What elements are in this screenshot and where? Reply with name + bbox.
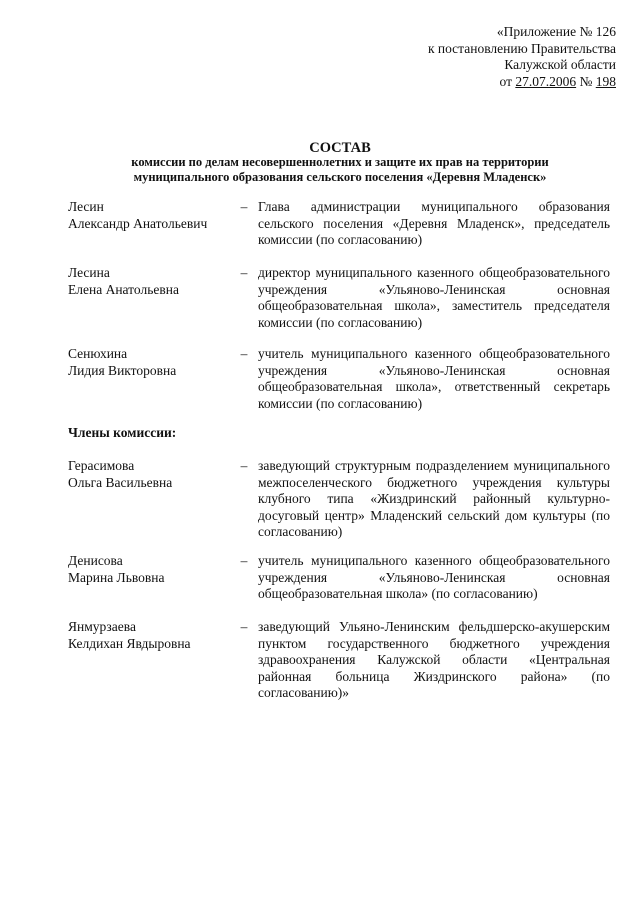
person-role: учитель муниципального казенного общеобразовательного учреждения «Ульяново-Ленинская основная общеобразовательная школа», ответственный секретарь комиссии (по согласованию): [258, 346, 610, 411]
appendix-header: [428, 24, 616, 90]
appendix-date: 27.07.2006: [515, 73, 577, 89]
appendix-date-prefix: от: [499, 73, 512, 89]
person-given-name: Келдихан Явдыровна: [68, 635, 191, 651]
person-name: [68, 265, 236, 298]
subtitle-line-2: муниципального образования сельского поселения «Деревня Младенск»: [133, 170, 547, 184]
person-surname: Денисова: [68, 553, 123, 568]
person-surname: Янмурзаева: [68, 619, 136, 634]
person-role: директор муниципального казенного общеобразовательного учреждения «Ульяново-Ленинская основная общеобразовательная школа», заместитель председателя комиссии (по согласованию): [258, 265, 610, 330]
dash-separator: –: [240, 458, 248, 473]
document-subtitle: [40, 155, 640, 185]
person-name: [68, 619, 236, 652]
appendix-line-2: к постановлению Правительства: [427, 40, 616, 56]
dash-separator: –: [240, 619, 248, 634]
person-role: учитель муниципального казенного общеобразовательного учреждения «Ульяново-Ленинская основная общеобразовательная школа» (по согласованию): [258, 553, 610, 601]
appendix-number: 198: [595, 73, 616, 89]
subtitle-line-1: комиссии по делам несовершеннолетних и защите их прав на территории: [131, 155, 549, 169]
person-role: заведующий структурным подразделением муниципального межпоселенческого бюджетного учреждения культуры клубного типа «Жиздринский районный культурно-досуговый центр» Младенский сельский дом культуры (по согласованию): [258, 458, 610, 539]
appendix-line-1: «Приложение № 126: [496, 24, 616, 39]
person-given-name: Марина Львовна: [68, 569, 165, 585]
person-given-name: Александр Анатольевич: [68, 215, 208, 231]
person-name: [68, 346, 236, 379]
person-role: заведующий Ульяно-Ленинским фельдшерско-акушерским пунктом государственного бюджетного учреждения здравоохранения Калужской области «Центральная районная больница Жиздринского района» (по согласованию)»: [258, 619, 610, 700]
person-surname: Сенюхина: [68, 346, 128, 361]
person-given-name: Ольга Васильевна: [68, 474, 173, 490]
dash-separator: –: [240, 199, 248, 214]
person-surname: Лесин: [68, 199, 104, 214]
members-heading: Члены комиссии:: [68, 425, 177, 440]
appendix-line-4: [428, 74, 616, 91]
person-role: Глава администрации муниципального образования сельского поселения «Деревня Младенск», председатель комиссии (по согласованию): [258, 199, 610, 247]
appendix-line-3: Калужской области: [504, 57, 616, 72]
appendix-number-sign: №: [579, 73, 593, 89]
person-given-name: Елена Анатольевна: [68, 281, 179, 297]
document-title: СОСТАВ: [309, 140, 371, 156]
person-surname: Герасимова: [68, 458, 135, 473]
person-name: [68, 553, 236, 586]
person-surname: Лесина: [68, 265, 110, 280]
dash-separator: –: [240, 553, 248, 568]
dash-separator: –: [240, 346, 248, 361]
dash-separator: –: [240, 265, 248, 280]
person-name: [68, 458, 236, 491]
person-name: [68, 199, 236, 232]
person-given-name: Лидия Викторовна: [68, 362, 177, 378]
